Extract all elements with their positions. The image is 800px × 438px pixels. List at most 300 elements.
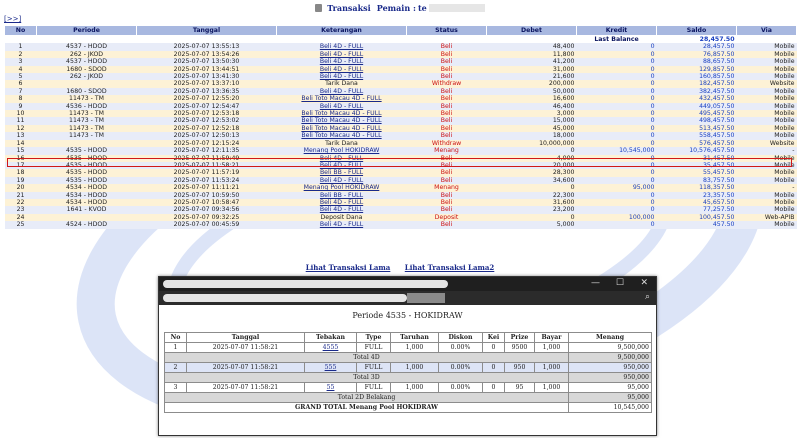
cell-kredit: 0 (577, 221, 657, 228)
cell-saldo: 35,457.50 (657, 162, 737, 169)
cell-debet: 0 (487, 147, 577, 154)
cell-saldo: 100,457.50 (657, 214, 737, 221)
bottom-links (0, 263, 800, 272)
cell-ket[interactable] (277, 125, 407, 132)
description-link[interactable]: Beli Toto Macau 4D - FULL (301, 132, 382, 140)
cell-via: Mobile (737, 221, 797, 228)
cell-no: 4 (5, 66, 37, 73)
cell-saldo: 83,757.50 (657, 177, 737, 184)
cell-ket[interactable] (277, 66, 407, 73)
cell-tanggal: 2025-07-07 13:36:35 (137, 88, 277, 95)
description-link[interactable]: Beli 4D - FULL (319, 176, 364, 184)
cell-tanggal: 2025-07-07 10:59:50 (137, 192, 277, 199)
table-row (5, 110, 797, 117)
cell-no: 23 (5, 206, 37, 213)
detail-column-header: Prize (505, 333, 535, 343)
cell-periode: 4524 - HDOD (37, 221, 137, 228)
detail-row (165, 383, 652, 393)
cell-periode: 4534 - HDOD (37, 184, 137, 191)
cell-status: Deposit (407, 214, 487, 221)
cell-debet: 41,200 (487, 58, 577, 65)
cell-kredit: 0 (577, 58, 657, 65)
cell-no: 6 (5, 80, 37, 87)
detail-cell-taruhan: 1,000 (391, 343, 439, 353)
last-balance-row (5, 36, 797, 44)
cell-debet: 46,400 (487, 103, 577, 110)
guess-link[interactable]: 55 (326, 384, 335, 391)
cell-tanggal: 2025-07-07 13:54:26 (137, 51, 277, 58)
cell-ket[interactable] (277, 103, 407, 110)
cell-status: Beli (407, 110, 487, 117)
column-header: Status (407, 26, 487, 36)
cell-periode: 4535 - HDOD (37, 155, 137, 162)
cell-periode: 1680 - SDOD (37, 66, 137, 73)
cell-tanggal: 2025-07-07 13:41:30 (137, 73, 277, 80)
subtotal-value: 9,500,000 (569, 353, 652, 363)
cell-kredit: 0 (577, 192, 657, 199)
cell-ket[interactable] (277, 155, 407, 162)
cell-no: 12 (5, 125, 37, 132)
cell-periode: 4535 - HDOD (37, 169, 137, 176)
cell-status: Beli (407, 117, 487, 124)
cell-kredit: 0 (577, 177, 657, 184)
cell-ket[interactable] (277, 221, 407, 228)
cell-tanggal: 2025-07-07 11:57:19 (137, 169, 277, 176)
detail-cell-menang: 9,500,000 (569, 343, 652, 353)
subtotal-label: Total 2D Belakang (165, 393, 569, 403)
cell-via: Mobile (737, 51, 797, 58)
cell-saldo: 28,457.50 (657, 43, 737, 50)
cell-saldo: 10,576,457.50 (657, 147, 737, 154)
winning-detail-table (164, 332, 652, 413)
detail-cell-tebakan[interactable] (305, 343, 357, 353)
cell-status: Beli (407, 162, 487, 169)
cell-periode: 11473 - TM (37, 125, 137, 132)
cell-status: Beli (407, 132, 487, 139)
cell-debet: 18,000 (487, 132, 577, 139)
cell-via: Mobile (737, 162, 797, 169)
detail-cell-prize: 95 (505, 383, 535, 393)
subtotal-value: 950,000 (569, 373, 652, 383)
cell-no: 1 (5, 43, 37, 50)
cell-kredit: 0 (577, 155, 657, 162)
detail-cell-tanggal: 2025-07-07 11:58:21 (187, 383, 305, 393)
cell-status: Beli (407, 199, 487, 206)
cell-via: Website (737, 140, 797, 147)
detail-cell-diskon: 0.00% (439, 363, 483, 373)
cell-ket[interactable] (277, 73, 407, 80)
cell-periode: 4537 - HDOD (37, 58, 137, 65)
detail-column-header: Kei (483, 333, 505, 343)
table-row (5, 177, 797, 184)
cell-debet: 11,800 (487, 51, 577, 58)
detail-cell-bayar: 1,000 (535, 363, 569, 373)
cell-no: 13 (5, 132, 37, 139)
cell-ket: Deposit Dana (277, 214, 407, 221)
popup-window (158, 276, 657, 436)
cell-saldo: 45,657.50 (657, 199, 737, 206)
subtotal-label: Total 3D (165, 373, 569, 383)
cell-debet: 200,000 (487, 80, 577, 87)
cell-saldo: 495,457.50 (657, 110, 737, 117)
cell-ket[interactable] (277, 95, 407, 102)
popup-period-title: Periode 4535 - HOKIDRAW (352, 311, 463, 320)
detail-cell-type: FULL (357, 343, 391, 353)
cell-tanggal: 2025-07-07 12:55:20 (137, 95, 277, 102)
cell-ket[interactable] (277, 206, 407, 213)
table-row (5, 169, 797, 176)
description-link[interactable]: Beli 4D - FULL (319, 87, 364, 95)
description-link[interactable]: Beli Toto Macau 4D - FULL (301, 110, 382, 118)
cell-ket[interactable] (277, 199, 407, 206)
description-link[interactable]: Beli 4D - FULL (319, 65, 364, 73)
detail-column-header: Tebakan (305, 333, 357, 343)
cell-status: Beli (407, 51, 487, 58)
grand-total-value: 10,545,000 (569, 403, 652, 413)
cell-debet: 4,000 (487, 155, 577, 162)
column-header: Tanggal (137, 26, 277, 36)
page-title: Transaksi (327, 3, 371, 13)
table-row (5, 132, 797, 139)
cell-ket: Tarik Dana (277, 140, 407, 147)
cell-kredit: 95,000 (577, 184, 657, 191)
cell-saldo: 77,257.50 (657, 206, 737, 213)
old-transactions-link[interactable]: Lihat Transaksi Lama (305, 263, 391, 272)
cell-via: Website (737, 80, 797, 87)
cell-ket[interactable] (277, 58, 407, 65)
cell-status: Withdraw (407, 140, 487, 147)
cell-debet: 45,000 (487, 125, 577, 132)
cell-via: Mobile (737, 73, 797, 80)
cell-periode: 262 - JKOD (37, 51, 137, 58)
detail-row (165, 363, 652, 373)
cell-debet: 31,000 (487, 66, 577, 73)
cell-tanggal: 2025-07-07 13:55:13 (137, 43, 277, 50)
table-row (5, 147, 797, 154)
description-link[interactable]: Beli 4D - FULL (319, 58, 364, 66)
cell-periode: 4534 - HDOD (37, 199, 137, 206)
detail-cell-tebakan[interactable] (305, 383, 357, 393)
cell-ket[interactable] (277, 177, 407, 184)
detail-column-header: Tanggal (187, 333, 305, 343)
cell-saldo: 457.50 (657, 221, 737, 228)
table-header-row (5, 26, 797, 36)
table-row (5, 103, 797, 110)
cell-ket[interactable] (277, 184, 407, 191)
cell-saldo: 76,857.50 (657, 51, 737, 58)
detail-row (165, 343, 652, 353)
cell-saldo: 449,057.50 (657, 103, 737, 110)
detail-column-header: Taruhan (391, 333, 439, 343)
cell-via: Mobile (737, 117, 797, 124)
table-row (5, 66, 797, 73)
description-link[interactable]: Beli 4D - FULL (319, 73, 364, 81)
cell-no: 16 (5, 155, 37, 162)
cell-no: 5 (5, 73, 37, 80)
cell-tanggal: 2025-07-07 12:54:47 (137, 103, 277, 110)
detail-cell-no: 3 (165, 383, 187, 393)
detail-cell-tebakan[interactable] (305, 363, 357, 373)
cell-ket[interactable] (277, 43, 407, 50)
description-link[interactable]: Beli 4D - FULL (319, 50, 364, 58)
cell-debet: 0 (487, 214, 577, 221)
cell-via: Mobile (737, 88, 797, 95)
old-transactions-link-2[interactable]: Lihat Transaksi Lama2 (404, 263, 495, 272)
cell-kredit: 0 (577, 51, 657, 58)
table-row (5, 80, 797, 87)
cell-debet: 21,600 (487, 73, 577, 80)
detail-column-header: Type (357, 333, 391, 343)
table-row (5, 155, 797, 162)
description-link[interactable]: Beli 4D - FULL (319, 198, 364, 206)
user-icon (315, 4, 322, 12)
cell-periode (37, 214, 137, 221)
table-row (5, 95, 797, 102)
detail-cell-kei: 0 (483, 343, 505, 353)
close-icon[interactable]: ✕ (640, 278, 648, 288)
description-link[interactable]: Beli 4D - FULL (319, 161, 364, 169)
cell-no: 3 (5, 58, 37, 65)
cell-status: Beli (407, 58, 487, 65)
cell-periode: 4535 - HDOD (37, 162, 137, 169)
grand-total-label: GRAND TOTAL Menang Pool HOKIDRAW (165, 403, 569, 413)
cell-kredit: 0 (577, 66, 657, 73)
cell-tanggal: 2025-07-07 13:50:30 (137, 58, 277, 65)
redacted-window-title (163, 280, 448, 288)
cell-ket[interactable] (277, 88, 407, 95)
cell-debet: 3,000 (487, 110, 577, 117)
cell-saldo: 129,857.50 (657, 66, 737, 73)
cell-kredit: 0 (577, 43, 657, 50)
cell-no: 14 (5, 140, 37, 147)
cell-saldo: 182,457.50 (657, 80, 737, 87)
column-header: Via (737, 26, 797, 36)
cell-no: 21 (5, 192, 37, 199)
detail-cell-kei: 0 (483, 363, 505, 373)
detail-cell-prize: 950 (505, 363, 535, 373)
description-link[interactable]: Beli 4D - FULL (319, 43, 364, 51)
cell-status: Beli (407, 155, 487, 162)
cell-tanggal: 2025-07-07 12:52:18 (137, 125, 277, 132)
table-row (5, 125, 797, 132)
redacted-name (429, 4, 485, 12)
subtotal-row (165, 353, 652, 363)
cell-status: Beli (407, 103, 487, 110)
table-row (5, 58, 797, 65)
cell-periode: 1641 - KVOD (37, 206, 137, 213)
detail-cell-type: FULL (357, 363, 391, 373)
cell-periode: 11473 - TM (37, 117, 137, 124)
cell-debet: 5,000 (487, 221, 577, 228)
cell-kredit: 0 (577, 103, 657, 110)
description-link[interactable]: Beli BB - FULL (319, 191, 364, 199)
detail-cell-type: FULL (357, 383, 391, 393)
maximize-icon[interactable]: ☐ (615, 278, 624, 288)
cell-tanggal: 2025-07-07 00:45:59 (137, 221, 277, 228)
cell-tanggal: 2025-07-07 09:32:25 (137, 214, 277, 221)
cell-status: Beli (407, 192, 487, 199)
detail-column-header: Bayar (535, 333, 569, 343)
description-link[interactable]: Beli 4D - FULL (319, 154, 364, 162)
guess-link[interactable]: 555 (324, 364, 337, 371)
detail-cell-bayar: 1,000 (535, 343, 569, 353)
cell-no: 19 (5, 177, 37, 184)
popup-address-bar[interactable] (159, 291, 656, 305)
cell-debet: 15,000 (487, 117, 577, 124)
cell-saldo: 382,457.50 (657, 88, 737, 95)
cell-saldo: 118,357.50 (657, 184, 737, 191)
cell-tanggal: 2025-07-07 11:53:24 (137, 177, 277, 184)
cell-periode: 262 - JKOD (37, 73, 137, 80)
cell-periode: 4535 - HDOD (37, 147, 137, 154)
cell-tanggal: 2025-07-07 12:11:35 (137, 147, 277, 154)
cell-kredit: 0 (577, 140, 657, 147)
cell-via: Mobile (737, 103, 797, 110)
cell-ket[interactable] (277, 162, 407, 169)
cell-saldo: 558,457.50 (657, 132, 737, 139)
guess-link[interactable]: 4555 (322, 344, 339, 351)
description-link[interactable]: Menang Pool HOKIDRAW (303, 184, 380, 192)
cell-via: Mobile (737, 110, 797, 117)
cell-saldo: 160,857.50 (657, 73, 737, 80)
cell-ket[interactable] (277, 192, 407, 199)
cell-periode: 11473 - TM (37, 132, 137, 139)
cell-saldo: 432,457.50 (657, 95, 737, 102)
cell-ket[interactable] (277, 147, 407, 154)
subtotal-label: Total 4D (165, 353, 569, 363)
cell-no: 7 (5, 88, 37, 95)
column-header: Periode (37, 26, 137, 36)
description-link[interactable]: Beli 4D - FULL (319, 102, 364, 110)
table-row (5, 73, 797, 80)
cell-via: Mobile (737, 199, 797, 206)
table-row (5, 140, 797, 147)
cell-tanggal: 2025-07-07 09:34:56 (137, 206, 277, 213)
column-header: Saldo (657, 26, 737, 36)
description-link[interactable]: Beli 4D - FULL (319, 221, 364, 229)
table-row (5, 43, 797, 50)
cell-via: Mobile (737, 169, 797, 176)
cell-no: 10 (5, 110, 37, 117)
table-row (5, 88, 797, 95)
cell-status: Beli (407, 43, 487, 50)
column-header: Keterangan (277, 26, 407, 36)
cell-via: Web-APIB (737, 214, 797, 221)
detail-cell-no: 1 (165, 343, 187, 353)
cell-kredit: 0 (577, 95, 657, 102)
cell-via: Mobile (737, 206, 797, 213)
minimize-icon[interactable]: — (591, 278, 600, 288)
cell-periode: 4536 - HDOD (37, 103, 137, 110)
zoom-icon[interactable]: ⌕ (644, 292, 650, 302)
cell-ket[interactable] (277, 110, 407, 117)
cell-no: 22 (5, 199, 37, 206)
cell-no: 15 (5, 147, 37, 154)
cell-via: Mobile (737, 58, 797, 65)
cell-ket[interactable] (277, 132, 407, 139)
cell-status: Beli (407, 169, 487, 176)
description-link[interactable]: Menang Pool HOKIDRAW (303, 147, 380, 155)
detail-cell-taruhan: 1,000 (391, 383, 439, 393)
cell-tanggal: 2025-07-07 12:50:13 (137, 132, 277, 139)
cell-tanggal: 2025-07-07 10:58:47 (137, 199, 277, 206)
table-row (5, 199, 797, 206)
last-balance-label: Last Balance (577, 36, 657, 44)
next-page-link[interactable]: [>>] (4, 15, 22, 23)
pemain-label: Pemain : (376, 3, 416, 13)
cell-via: Mobile (737, 95, 797, 102)
detail-column-header: Diskon (439, 333, 483, 343)
cell-periode: 1680 - SDOD (37, 88, 137, 95)
detail-cell-kei: 0 (483, 383, 505, 393)
cell-status: Beli (407, 206, 487, 213)
cell-ket[interactable] (277, 51, 407, 58)
cell-ket[interactable] (277, 117, 407, 124)
cell-debet: 23,200 (487, 206, 577, 213)
description-link[interactable]: Beli Toto Macau 4D - FULL (301, 95, 382, 103)
column-header: No (5, 26, 37, 36)
column-header: Kredit (577, 26, 657, 36)
cell-via: Mobile (737, 192, 797, 199)
cell-periode: 11473 - TM (37, 110, 137, 117)
cell-debet: 22,300 (487, 192, 577, 199)
cell-status: Withdraw (407, 80, 487, 87)
cell-kredit: 0 (577, 162, 657, 169)
cell-via: Mobile (737, 177, 797, 184)
cell-ket[interactable] (277, 169, 407, 176)
description-link[interactable]: Beli 4D - FULL (319, 206, 364, 214)
cell-kredit: 0 (577, 125, 657, 132)
detail-cell-taruhan: 1,000 (391, 363, 439, 373)
cell-periode: 11473 - TM (37, 95, 137, 102)
cell-tanggal: 2025-07-07 12:15:24 (137, 140, 277, 147)
table-row (5, 184, 797, 191)
description-link[interactable]: Beli Toto Macau 4D - FULL (301, 124, 382, 132)
cell-periode: 4535 - HDOD (37, 177, 137, 184)
cell-via: - (737, 147, 797, 154)
table-row (5, 51, 797, 58)
table-row (5, 206, 797, 213)
cell-debet: 50,000 (487, 88, 577, 95)
detail-cell-no: 2 (165, 363, 187, 373)
cell-saldo: 88,657.50 (657, 58, 737, 65)
cell-saldo: 23,357.50 (657, 192, 737, 199)
cell-no: 20 (5, 184, 37, 191)
pemain-value: te (417, 3, 427, 13)
cell-status: Beli (407, 73, 487, 80)
cell-no: 11 (5, 117, 37, 124)
subtotal-row (165, 393, 652, 403)
cell-kredit: 0 (577, 80, 657, 87)
cell-status: Beli (407, 125, 487, 132)
cell-kredit: 10,545,000 (577, 147, 657, 154)
cell-debet: 31,600 (487, 199, 577, 206)
description-link[interactable]: Beli Toto Macau 4D - FULL (301, 117, 382, 125)
table-row (5, 221, 797, 228)
redacted-url-part (407, 293, 445, 303)
detail-cell-diskon: 0.00% (439, 383, 483, 393)
cell-periode (37, 140, 137, 147)
cell-status: Beli (407, 66, 487, 73)
cell-via: - (737, 184, 797, 191)
table-row (5, 162, 797, 169)
description-link[interactable]: Beli BB - FULL (319, 169, 364, 177)
cell-tanggal: 2025-07-07 13:44:51 (137, 66, 277, 73)
cell-status: Beli (407, 177, 487, 184)
detail-header-row (165, 333, 652, 343)
cell-no: 17 (5, 162, 37, 169)
detail-cell-menang: 95,000 (569, 383, 652, 393)
